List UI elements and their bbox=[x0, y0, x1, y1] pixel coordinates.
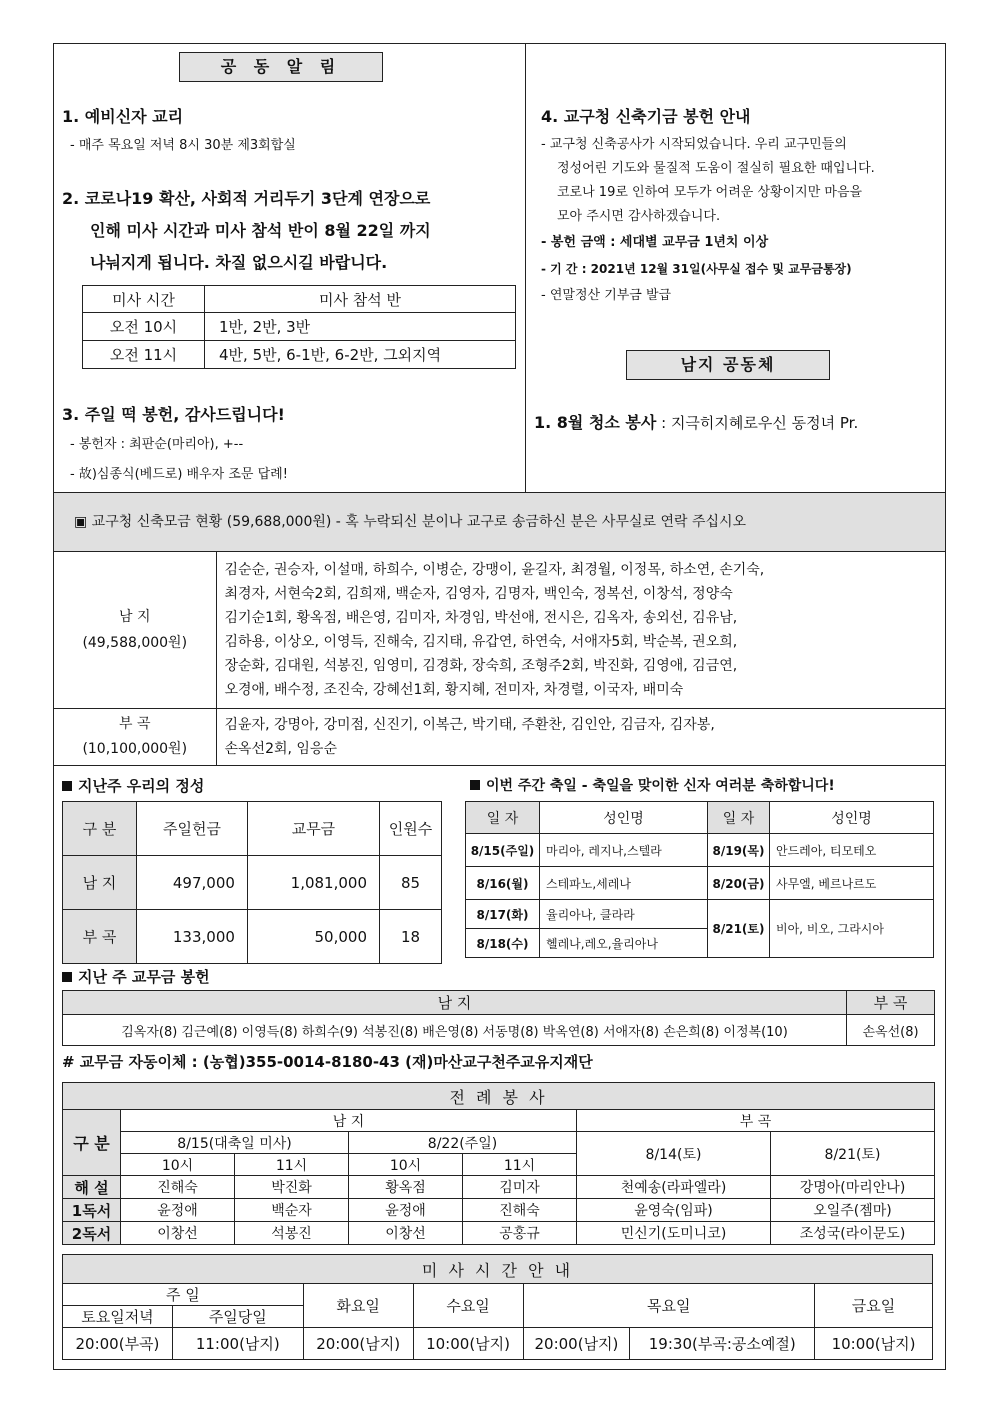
liturgy-time: 10시 bbox=[121, 1154, 235, 1176]
schedule-time: 10:00(남지) bbox=[815, 1328, 933, 1360]
liturgy-cell: 공홍규 bbox=[463, 1222, 577, 1245]
schedule-thursday: 목요일 bbox=[523, 1284, 815, 1328]
feast-header-saint: 성인명 bbox=[540, 802, 708, 834]
namji-community-title: 남지 공동체 bbox=[626, 350, 830, 380]
fund-donor-table bbox=[54, 552, 945, 766]
mass-group-cell: 1반, 2반, 3반 bbox=[205, 313, 516, 341]
feast-date: 8/15(주일) bbox=[466, 834, 540, 867]
feast-date: 8/18(수) bbox=[466, 929, 540, 958]
cleaning-service bbox=[534, 410, 858, 433]
liturgy-title: 전 례 봉 사 bbox=[63, 1083, 935, 1110]
feast-header-date: 일 자 bbox=[466, 802, 540, 834]
feast-saints: 안드레아, 티모테오 bbox=[770, 834, 934, 867]
liturgy-bugok-header: 부 곡 bbox=[577, 1110, 935, 1132]
feast-table bbox=[465, 801, 934, 958]
rice-cake-condolence: - 故)심종식(베드로) 배우자 조문 답례! bbox=[70, 467, 288, 482]
feast-date: 8/19(목) bbox=[708, 834, 770, 867]
gyomu-namji-header: 남 지 bbox=[63, 991, 847, 1015]
mass-time-cell: 오전 10시 bbox=[83, 313, 205, 341]
gyomu-bugok-header: 부 곡 bbox=[847, 991, 935, 1015]
namji-fund-amount: (49,588,000원) bbox=[82, 634, 188, 651]
feast-header-saint: 성인명 bbox=[770, 802, 934, 834]
offering-header-sunday: 주일헌금 bbox=[137, 802, 248, 856]
namji-fund-label: 남 지 bbox=[119, 608, 151, 625]
liturgy-role: 2독서 bbox=[63, 1222, 121, 1245]
liturgy-time: 10시 bbox=[349, 1154, 463, 1176]
liturgy-date: 8/14(토) bbox=[577, 1132, 771, 1176]
schedule-sunday-day: 주일당일 bbox=[172, 1306, 303, 1328]
mass-group-header: 미사 참석 반 bbox=[205, 286, 516, 313]
feast-saints: 율리아나, 클라라 bbox=[540, 900, 708, 929]
mass-group-cell: 4반, 5반, 6-1반, 6-2반, 그외지역 bbox=[205, 341, 516, 369]
schedule-sunday-header: 주 일 bbox=[63, 1284, 304, 1306]
liturgy-gubun: 구 분 bbox=[63, 1110, 121, 1176]
feast-saints: 비아, 비오, 그라시아 bbox=[770, 900, 934, 958]
liturgy-cell: 백순자 bbox=[235, 1199, 349, 1222]
cleaning-group: : 지극히지혜로우신 동정녀 Pr. bbox=[661, 414, 859, 432]
feast-saints: 스테파노,세레나 bbox=[540, 867, 708, 900]
offering-row-name: 부 곡 bbox=[63, 910, 137, 964]
feast-date: 8/17(화) bbox=[466, 900, 540, 929]
rice-cake-donor: - 봉헌자 : 최판순(마리아), +-- bbox=[70, 437, 244, 452]
liturgy-cell: 진해숙 bbox=[463, 1199, 577, 1222]
liturgy-cell: 강명아(마리안나) bbox=[771, 1176, 935, 1199]
mass-schedule-table bbox=[62, 1254, 933, 1360]
building-fund-line-2: 정성어린 기도와 물질적 도움이 절실히 필요한 때입니다. bbox=[557, 161, 875, 176]
mass-time-cell: 오전 11시 bbox=[83, 341, 205, 369]
gyomu-title: 지난 주 교무금 봉헌 bbox=[62, 966, 210, 987]
gyomu-bugok-list: 손옥선(8) bbox=[847, 1015, 935, 1046]
offering-header-count: 인원수 bbox=[380, 802, 442, 856]
liturgy-cell: 이창선 bbox=[349, 1222, 463, 1245]
donor-line: 김기순1회, 황옥점, 배은영, 김미자, 차경임, 박선애, 전시은, 김옥자, 송외선, 김유남, bbox=[224, 609, 738, 626]
liturgy-cell: 진해숙 bbox=[121, 1176, 235, 1199]
liturgy-cell: 윤영숙(임파) bbox=[577, 1199, 771, 1222]
feast-header-date: 일 자 bbox=[708, 802, 770, 834]
gyomu-namji-list: 김옥자(8) 김근예(8) 이영득(8) 하희수(9) 석봉진(8) 배은영(8) 서동명(8) 박옥연(8) 서애자(8) 손은희(8) 이정복(10) bbox=[63, 1015, 847, 1046]
offering-header-gubun: 구 분 bbox=[63, 802, 137, 856]
namji-donor-names bbox=[216, 552, 945, 708]
schedule-tuesday: 화요일 bbox=[303, 1284, 413, 1328]
liturgy-role: 1독서 bbox=[63, 1199, 121, 1222]
schedule-time: 19:30(부곡:공소예절) bbox=[630, 1328, 815, 1360]
cleaning-heading: 1. 8월 청소 봉사 bbox=[534, 413, 657, 432]
liturgy-time: 11시 bbox=[463, 1154, 577, 1176]
donor-line: 장순화, 김대원, 석봉진, 임영미, 김경화, 장숙희, 조형주2회, 박진화, 김영애, 김금연, bbox=[224, 657, 738, 674]
bugok-donor-names bbox=[216, 708, 945, 765]
mass-group-table bbox=[82, 285, 516, 369]
bugok-fund-amount: (10,100,000원) bbox=[82, 740, 188, 757]
schedule-time: 11:00(남지) bbox=[172, 1328, 303, 1360]
liturgy-cell: 천예송(라파엘라) bbox=[577, 1176, 771, 1199]
building-fund-receipt: - 연말정산 기부금 발급 bbox=[541, 288, 672, 303]
auto-transfer-account: # 교무금 자동이체 : (농협)355-0014-8180-43 (재)마산교구천주교유지재단 bbox=[62, 1053, 593, 1071]
liturgy-cell: 윤정애 bbox=[121, 1199, 235, 1222]
liturgy-date: 8/21(토) bbox=[771, 1132, 935, 1176]
bugok-fund-label-cell bbox=[54, 708, 216, 765]
liturgy-role: 해 설 bbox=[63, 1176, 121, 1199]
liturgy-cell: 이창선 bbox=[121, 1222, 235, 1245]
schedule-saturday-evening: 토요일저녁 bbox=[63, 1306, 173, 1328]
offering-sunday-value: 497,000 bbox=[137, 856, 248, 910]
covid-line-3: 나눠지게 됩니다. 차질 없으시길 바랍니다. bbox=[90, 253, 388, 272]
top-notices bbox=[54, 44, 945, 492]
column-divider bbox=[525, 44, 526, 492]
building-fund-amount: - 봉헌 금액 : 세대별 교무금 1년치 이상 bbox=[541, 235, 769, 250]
covid-line-2: 인해 미사 시간과 미사 참석 반이 8월 22일 까지 bbox=[90, 221, 431, 240]
liturgy-date: 8/15(대축일 미사) bbox=[121, 1132, 349, 1154]
fund-status-header: ▣ 교구청 신축모금 현황 (59,688,000원) - 혹 누락되신 분이나 교구로 송금하신 분은 사무실로 연락 주십시오 bbox=[54, 492, 945, 552]
liturgy-cell: 석봉진 bbox=[235, 1222, 349, 1245]
catechism-text: - 매주 목요일 저녁 8시 30분 제3회합실 bbox=[70, 138, 296, 153]
donor-line: 오경애, 배수정, 조진숙, 강혜선1회, 황지혜, 전미자, 차경렬, 이국자, 배미숙 bbox=[224, 681, 684, 698]
building-fund-line-3: 코로나 19로 인하여 모두가 어려운 상황이지만 마음을 bbox=[557, 185, 863, 200]
schedule-title: 미 사 시 간 안 내 bbox=[63, 1255, 933, 1284]
donor-line: 손옥선2회, 임응순 bbox=[224, 740, 337, 757]
donor-line: 김하용, 이상오, 이영득, 진해숙, 김지태, 유갑연, 하연숙, 서애자5회, 박순복, 권오희, bbox=[224, 633, 738, 650]
mass-time-header: 미사 시간 bbox=[83, 286, 205, 313]
schedule-time: 10:00(남지) bbox=[413, 1328, 523, 1360]
liturgy-time: 11시 bbox=[235, 1154, 349, 1176]
offering-title: 지난주 우리의 정성 bbox=[62, 775, 204, 796]
feast-saints: 마리아, 레지나,스텔라 bbox=[540, 834, 708, 867]
feast-saints: 헬레나,레오,율리아나 bbox=[540, 929, 708, 958]
joint-notice-title: 공 동 알 림 bbox=[179, 52, 383, 82]
schedule-time: 20:00(남지) bbox=[303, 1328, 413, 1360]
schedule-friday: 금요일 bbox=[815, 1284, 933, 1328]
liturgy-cell: 윤정애 bbox=[349, 1199, 463, 1222]
feast-date: 8/20(금) bbox=[708, 867, 770, 900]
donor-line: 김순순, 권승자, 이설매, 하희수, 이병순, 강맹이, 윤길자, 최경월, 이정목, 하소연, 손기숙, bbox=[224, 561, 765, 578]
liturgy-cell: 김미자 bbox=[463, 1176, 577, 1199]
liturgy-namji-header: 남 지 bbox=[121, 1110, 577, 1132]
covid-line-1: 2. 코로나19 확산, 사회적 거리두기 3단계 연장으로 bbox=[62, 189, 431, 208]
schedule-wednesday: 수요일 bbox=[413, 1284, 523, 1328]
gyomu-table bbox=[62, 990, 935, 1046]
bulletin-page bbox=[53, 43, 946, 1370]
offering-gyomu-value: 1,081,000 bbox=[247, 856, 379, 910]
offering-row-name: 남 지 bbox=[63, 856, 137, 910]
offering-table bbox=[62, 801, 442, 964]
building-fund-heading: 4. 교구청 신축기금 봉헌 안내 bbox=[541, 107, 751, 126]
bugok-fund-label: 부 곡 bbox=[119, 715, 151, 732]
liturgy-cell: 황옥점 bbox=[349, 1176, 463, 1199]
square-bullet-icon bbox=[62, 781, 72, 791]
building-fund-line-1: - 교구청 신축공사가 시작되었습니다. 우리 교구민들의 bbox=[541, 137, 847, 152]
offering-count-value: 18 bbox=[380, 910, 442, 964]
namji-fund-label-cell bbox=[54, 552, 216, 708]
liturgy-cell: 민신기(도미니코) bbox=[577, 1222, 771, 1245]
feast-title: 이번 주간 축일 - 축일을 맞이한 신자 여러분 축하합니다! bbox=[470, 775, 835, 795]
liturgy-table bbox=[62, 1082, 935, 1245]
liturgy-cell: 박진화 bbox=[235, 1176, 349, 1199]
feast-saints: 사무엘, 베르나르도 bbox=[770, 867, 934, 900]
feast-date: 8/21(토) bbox=[708, 900, 770, 958]
building-fund-period: - 기 간 : 2021년 12월 31일(사무실 접수 및 교무금통장) bbox=[541, 262, 852, 276]
schedule-time: 20:00(부곡) bbox=[63, 1328, 173, 1360]
schedule-time: 20:00(남지) bbox=[523, 1328, 630, 1360]
rice-cake-heading: 3. 주일 떡 봉헌, 감사드립니다! bbox=[62, 405, 285, 424]
offering-header-gyomu: 교무금 bbox=[247, 802, 379, 856]
offering-count-value: 85 bbox=[380, 856, 442, 910]
feast-date: 8/16(월) bbox=[466, 867, 540, 900]
liturgy-cell: 조성국(라이문도) bbox=[771, 1222, 935, 1245]
donor-line: 김윤자, 강명아, 강미점, 신진기, 이복근, 박기태, 주환찬, 김인안, 김금자, 김자봉, bbox=[224, 716, 715, 733]
square-bullet-icon bbox=[470, 780, 480, 790]
catechism-heading: 1. 예비신자 교리 bbox=[62, 107, 184, 126]
offering-sunday-value: 133,000 bbox=[137, 910, 248, 964]
liturgy-date: 8/22(주일) bbox=[349, 1132, 577, 1154]
donor-line: 최경자, 서현숙2회, 김희재, 백순자, 김영자, 김명자, 백인숙, 정복선, 이창석, 정양숙 bbox=[224, 585, 733, 602]
building-fund-line-4: 모아 주시면 감사하겠습니다. bbox=[557, 209, 721, 224]
offering-gyomu-value: 50,000 bbox=[247, 910, 379, 964]
square-bullet-icon bbox=[62, 972, 72, 982]
liturgy-cell: 오일주(젬마) bbox=[771, 1199, 935, 1222]
